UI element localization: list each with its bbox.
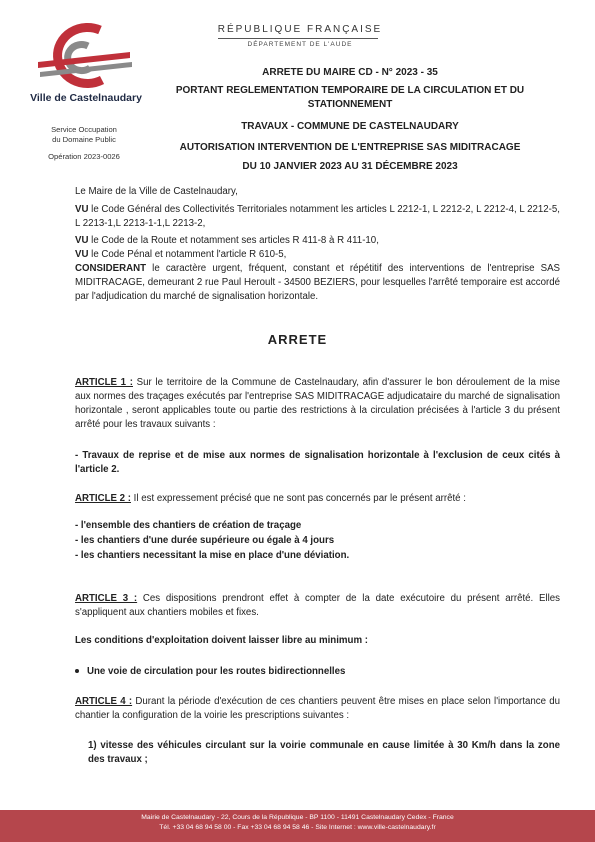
- title-line-2: PORTANT REGLEMENTATION TEMPORAIRE DE LA CIRCULATION ET DU: [175, 85, 525, 96]
- republic-label: RÉPUBLIQUE FRANÇAISE: [217, 24, 383, 35]
- article-text: Ces dispositions prendront effet à compter de la date exécutoire du présent arrêté. Elles s'appliquent aux chantiers mobiles et fixes.: [75, 593, 560, 618]
- vu-label: VU: [75, 235, 89, 246]
- article-label: ARTICLE 2 :: [75, 493, 131, 504]
- city-name: Ville de Castelnaudary: [30, 92, 142, 104]
- article-text: Sur le territoire de la Commune de Castelnaudary, afin d'assurer le bon déroulement de la mise aux normes des traçages exécutés par l'entreprise SAS MIDITRACAGE adjudicataire du marché de signalisation horizontale , seront applicables toute ou partie des restrictions à la circulation précisées à l'article 3 du présent arrêté pour les travaux suivants :: [75, 377, 560, 430]
- article-2-item: - les chantiers d'une durée supérieure ou égale à 4 jours: [75, 535, 335, 546]
- vu-text: le Code Général des Collectivités Territoriales notamment les articles L 2212-1, L 2212-2, L 2212-4, L 2212-5, L 2213-1,L 2213-1-1,L 2213-2,: [75, 204, 560, 229]
- vu-text: le Code Pénal et notamment l'article R 610-5,: [88, 249, 287, 260]
- title-line-5: AUTORISATION INTERVENTION DE L'ENTREPRISE SAS MIDITRACAGE: [179, 142, 521, 153]
- decree-number: ARRETE DU MAIRE CD - N° 2023 - 35: [262, 67, 438, 78]
- bullet-icon: [75, 669, 79, 673]
- department-label: DÉPARTEMENT DE L'AUDE: [247, 41, 353, 48]
- article-text: Il est expressement précisé que ne sont pas concernés par le présent arrêté :: [130, 493, 466, 504]
- city-logo: [30, 22, 140, 92]
- title-line-6: DU 10 JANVIER 2023 AU 31 DÉCEMBRE 2023: [242, 161, 458, 172]
- vu-label: VU: [75, 204, 89, 215]
- title-line-3: STATIONNEMENT: [307, 99, 393, 110]
- conditions-line: Les conditions d'exploitation doivent laisser libre au minimum :: [75, 635, 368, 646]
- service-line-1: Service Occupation: [51, 125, 117, 134]
- vu-cgct: [75, 203, 560, 231]
- operation-number: Opération 2023-0026: [48, 152, 120, 161]
- header-divider: [218, 38, 378, 39]
- title-line-4: TRAVAUX - COMMUNE DE CASTELNAUDARY: [241, 121, 459, 132]
- service-name: [18, 125, 150, 144]
- arrete-heading: ARRETE: [267, 332, 328, 347]
- article-4: [75, 695, 560, 723]
- vu-code-route: [75, 234, 560, 248]
- article-label: ARTICLE 3 :: [75, 593, 138, 604]
- vu-code-penal: [75, 248, 560, 262]
- article-2-item: - l'ensemble des chantiers de création de traçage: [75, 520, 302, 531]
- considerant-label: CONSIDERANT: [75, 263, 147, 274]
- article-2: [75, 492, 560, 506]
- mayor-line: Le Maire de la Ville de Castelnaudary,: [75, 186, 238, 197]
- considerant-text: le caractère urgent, fréquent, constant et répétitif des interventions de l'entreprise SAS MIDITRACAGE, demeurant 2 rue Paul Heroult - 34500 BEZIERS, pour lesquelles l'arrêté temporaire est accordé par l'adjudication du marché de signalisation horizontale.: [75, 263, 560, 302]
- vu-label: VU: [75, 249, 89, 260]
- considerant: [75, 262, 560, 304]
- article-4-item: 1) vitesse des véhicules circulant sur la voirie communale en cause limitée à 30 Km/h dans la zone des travaux ;: [88, 740, 560, 765]
- footer: [0, 810, 595, 842]
- article-label: ARTICLE 1 :: [75, 377, 133, 388]
- footer-address: Mairie de Castelnaudary - 22, Cours de la République - BP 1100 - 11491 Castelnaudary Cedex - France: [141, 814, 454, 821]
- footer-contact: Tél. +33 04 68 94 58 00 - Fax +33 04 68 94 58 46 - Site Internet : www.ville-castelnaudary.fr: [159, 824, 436, 831]
- article-label: ARTICLE 4 :: [75, 696, 133, 707]
- bullet-item: [75, 665, 560, 679]
- article-1: [75, 376, 560, 432]
- service-line-2: du Domaine Public: [52, 134, 116, 144]
- bullet-text: Une voie de circulation pour les routes bidirectionnelles: [87, 666, 346, 677]
- article-1-item: - Travaux de reprise et de mise aux normes de signalisation horizontale à l'exclusion de ceux cités à l'article 2.: [75, 450, 560, 475]
- article-2-item: - les chantiers necessitant la mise en place d'une déviation.: [75, 550, 350, 561]
- article-3: [75, 592, 560, 620]
- article-text: Durant la période d'exécution de ces chantiers peuvent être mises en place selon l'importance du chantier la configuration de la voirie les prescriptions suivantes :: [75, 696, 560, 721]
- vu-text: le Code de la Route et notamment ses articles R 411-8 à R 411-10,: [88, 235, 379, 246]
